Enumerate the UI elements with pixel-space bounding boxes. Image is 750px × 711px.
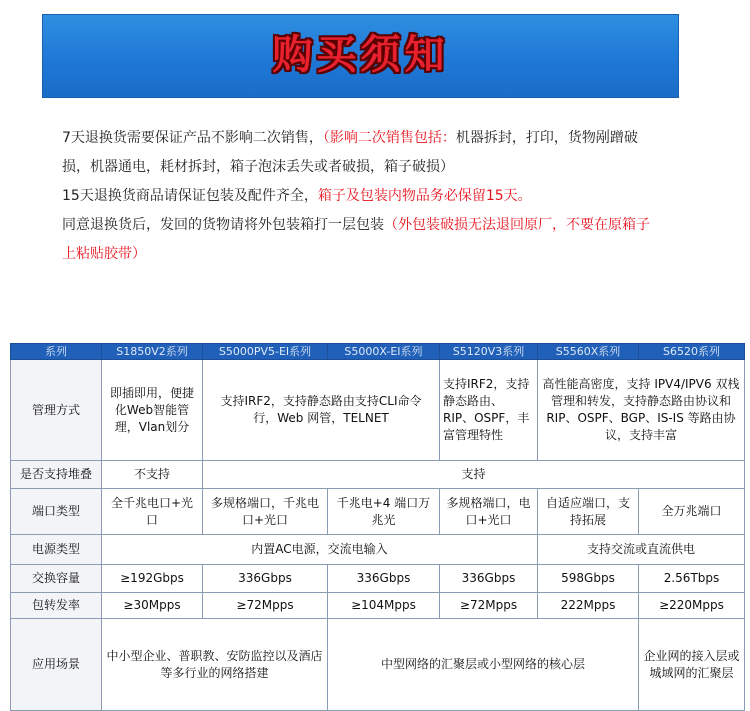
table-cell: 支持交流或直流供电: [538, 535, 745, 565]
table-cell: 高性能高密度，支持 IPV4/IPV6 双栈管理和转发，支持静态路由协议和 RIP、OSPF、BGP、IS-IS 等路由协议，支持丰富: [538, 360, 745, 461]
table-cell: ≥30Mpps: [102, 593, 203, 619]
table-cell: ≥72Mpps: [440, 593, 538, 619]
spec-table: [10, 343, 745, 711]
row-label: 包转发率: [11, 593, 102, 619]
table-cell: 中型网络的汇聚层或小型网络的核心层: [328, 619, 639, 711]
table-cell: 支持: [203, 461, 745, 489]
header-s1850v2: S1850V2系列: [102, 344, 203, 360]
note-7days-detail: 机器拆封，打印，货物剐蹭破损，机器通电，耗材拆封，箱子泡沫丢失或者破损，箱子破损）: [62, 130, 638, 175]
table-cell: 支持IRF2，支持静态路由支持CLI命令行，Web 网管，TELNET: [203, 360, 440, 461]
table-cell: 多规格端口，电口+光口: [440, 489, 538, 535]
banner-title: 购买须知: [272, 32, 449, 78]
table-row-scenario: [11, 619, 745, 711]
table-cell: 支持IRF2，支持静态路由、RIP、OSPF，丰富管理特性: [440, 360, 538, 461]
table-cell: 336Gbps: [440, 565, 538, 593]
header-s5560x: S5560X系列: [538, 344, 639, 360]
note-packaging-red: （外包装破损无法退回原厂，不要在原箱子上粘贴胶带）: [62, 217, 650, 262]
row-label: 端口类型: [11, 489, 102, 535]
table-cell: 中小型企业、普职教、安防监控以及酒店等多行业的网络搭建: [102, 619, 328, 711]
row-label: 应用场景: [11, 619, 102, 711]
table-row-power: [11, 535, 745, 565]
table-cell: ≥192Gbps: [102, 565, 203, 593]
table-cell: 即插即用，便捷化Web智能管理，Vlan划分: [102, 360, 203, 461]
row-label: 交换容量: [11, 565, 102, 593]
table-cell: ≥104Mpps: [328, 593, 440, 619]
table-cell: 千兆电+4 端口万兆光: [328, 489, 440, 535]
table-row-mgmt: [11, 360, 745, 461]
note-packaging: [62, 211, 662, 269]
table-cell: 336Gbps: [328, 565, 440, 593]
table-cell: ≥220Mpps: [639, 593, 745, 619]
note-7days-text: 7天退换货需要保证产品不影响二次销售，: [62, 130, 323, 146]
note-return-7days: [62, 124, 662, 182]
table-row-forwarding: [11, 593, 745, 619]
note-return-15days: [62, 182, 662, 211]
table-row-stack: [11, 461, 745, 489]
table-header-row: [11, 344, 745, 360]
note-7days-red: （影响二次销售包括：: [322, 130, 456, 146]
table-cell: 企业网的接入层或城域网的汇聚层: [639, 619, 745, 711]
notice-banner: [42, 14, 679, 98]
row-label: 管理方式: [11, 360, 102, 461]
header-s5000pv5: S5000PV5-EI系列: [203, 344, 328, 360]
header-s5120v3: S5120V3系列: [440, 344, 538, 360]
table-cell: ≥72Mpps: [203, 593, 328, 619]
header-s5000x: S5000X-EI系列: [328, 344, 440, 360]
table-cell: 全千兆电口+光口: [102, 489, 203, 535]
header-s6520: S6520系列: [639, 344, 745, 360]
note-15days-text: 15天退换货商品请保证包装及配件齐全，: [62, 188, 318, 204]
row-label: 电源类型: [11, 535, 102, 565]
table-row-switching: [11, 565, 745, 593]
note-15days-red: 箱子及包装内物品务必保留15天。: [317, 188, 532, 204]
note-packaging-text: 同意退换货后，发回的货物请将外包装箱打一层包装: [62, 217, 384, 233]
table-cell: 222Mpps: [538, 593, 639, 619]
table-cell: 598Gbps: [538, 565, 639, 593]
table-cell: 全万兆端口: [639, 489, 745, 535]
purchase-notes: [62, 124, 662, 269]
table-cell: 内置AC电源，交流电输入: [102, 535, 538, 565]
table-cell: 336Gbps: [203, 565, 328, 593]
header-series: 系列: [11, 344, 102, 360]
table-cell: 多规格端口，千兆电口+光口: [203, 489, 328, 535]
table-cell: 不支持: [102, 461, 203, 489]
table-cell: 2.56Tbps: [639, 565, 745, 593]
table-row-port: [11, 489, 745, 535]
row-label: 是否支持堆叠: [11, 461, 102, 489]
table-cell: 自适应端口，支持拓展: [538, 489, 639, 535]
